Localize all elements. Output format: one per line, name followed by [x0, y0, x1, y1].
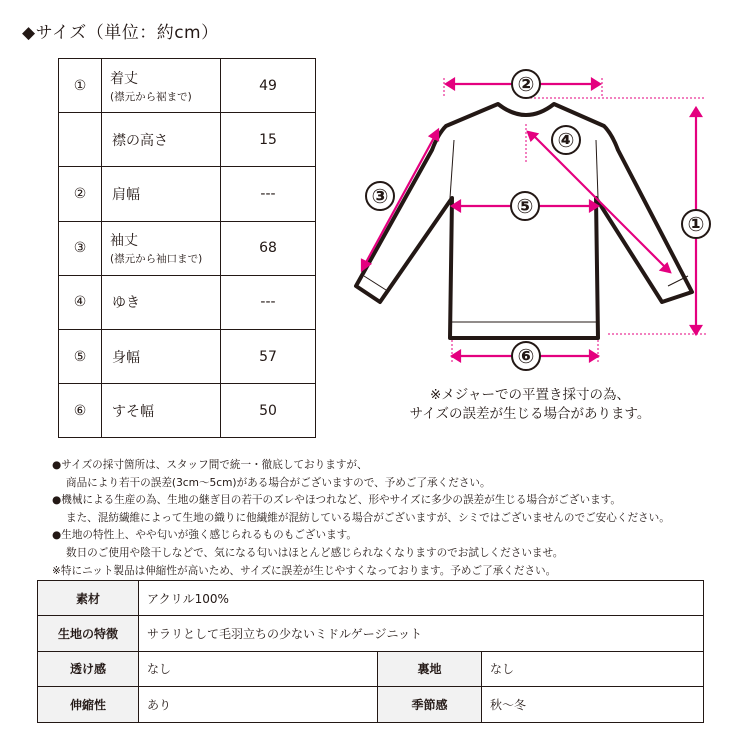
season-value: 秋〜冬 — [482, 687, 704, 722]
size-row — [59, 329, 316, 383]
marker-1: ① — [687, 212, 705, 236]
size-row-number — [59, 113, 102, 167]
lining-value: なし — [482, 651, 704, 686]
size-label-sub: (襟元から袖口まで) — [110, 253, 203, 266]
size-row-value: 15 — [221, 113, 316, 167]
size-row-label — [102, 59, 221, 113]
size-row-number: ④ — [59, 275, 102, 329]
sheer-value: なし — [139, 651, 378, 686]
marker-3: ③ — [371, 184, 389, 208]
note-line: また、混紡繊維によって生地の織りに他繊維が混紡している場合がございますが、シミではございませんのでご安心ください。 — [66, 511, 670, 524]
notes-block — [52, 457, 670, 580]
size-row — [59, 384, 316, 438]
size-row-number: ⑤ — [59, 329, 102, 383]
size-label-main: すそ幅 — [112, 403, 154, 420]
figure-note-line: ※メジャーでの平置き採寸の為、 — [429, 387, 631, 403]
size-row — [59, 167, 316, 221]
garment-diagram — [350, 64, 720, 374]
size-row-value: --- — [221, 275, 316, 329]
marker-5: ⑤ — [516, 194, 534, 218]
size-row-label — [102, 275, 221, 329]
size-table — [58, 58, 316, 438]
garment-body — [356, 104, 692, 338]
note-line: ●サイズの採寸箇所は、スタッフ間で統一・徹底しておりますが、 — [52, 459, 368, 471]
feature-label: 生地の特徴 — [38, 616, 139, 651]
size-row — [59, 113, 316, 167]
stretch-value: あり — [139, 687, 378, 722]
spec-row-material — [38, 581, 704, 616]
marker-4: ④ — [557, 128, 575, 152]
size-row-label — [102, 221, 221, 275]
size-label-main: 肩幅 — [112, 186, 140, 203]
size-row-number: ⑥ — [59, 384, 102, 438]
feature-value: サラリとして毛羽立ちの少ないミドルゲージニット — [139, 616, 704, 651]
size-label-main: 袖丈 — [110, 233, 138, 250]
sheer-label: 透け感 — [38, 651, 139, 686]
size-row-value: --- — [221, 167, 316, 221]
note-line: ※特にニット製品は伸縮性が高いため、サイズに誤差が生じやすくなっております。予めご了承ください。 — [52, 564, 557, 577]
marker-6: ⑥ — [517, 344, 535, 368]
size-row-value: 68 — [221, 221, 316, 275]
material-label: 素材 — [38, 581, 139, 616]
size-row-number: ② — [59, 167, 102, 221]
note-line: ●機械による生産の為、生地の継ぎ目の若干のズレやほつれなど、形やサイズに多少の誤差が生じる場合がございます。 — [52, 494, 622, 507]
size-row-label — [102, 167, 221, 221]
size-label-sub: (襟元から裾まで) — [110, 90, 192, 103]
size-row-number: ① — [59, 59, 102, 113]
note-line: 数日のご使用や陰干しなどで、気になる匂いはほとんど感じられなくなりますのでお試しくださいませ。 — [66, 546, 564, 559]
size-row-value: 50 — [221, 384, 316, 438]
size-label-main: 襟の高さ — [112, 132, 168, 149]
figure-note-line: サイズの誤差が生じる場合があります。 — [409, 406, 651, 422]
size-row-label — [102, 113, 221, 167]
note-line: 商品により若干の誤差(3cm〜5cm)がある場合がございますので、予めご了承ください。 — [66, 476, 491, 489]
size-row-label — [102, 384, 221, 438]
size-label-main: 着丈 — [110, 70, 138, 87]
marker-2: ② — [517, 72, 535, 96]
size-label-main: 身幅 — [112, 349, 140, 366]
material-value: アクリル100% — [139, 581, 704, 616]
size-row — [59, 275, 316, 329]
size-row — [59, 221, 316, 275]
spec-table — [37, 580, 704, 723]
note-line: ●生地の特性上、やや匂いが強く感じられるものもございます。 — [52, 529, 358, 542]
size-row-value: 49 — [221, 59, 316, 113]
size-row-number: ③ — [59, 221, 102, 275]
size-row-value: 57 — [221, 329, 316, 383]
figure-note — [380, 386, 680, 424]
size-row — [59, 59, 316, 113]
stretch-label: 伸縮性 — [38, 687, 139, 722]
size-label-main: ゆき — [112, 295, 140, 312]
lining-label: 裏地 — [378, 651, 482, 686]
season-label: 季節感 — [378, 687, 482, 722]
spec-row-feature — [38, 616, 704, 651]
size-row-label — [102, 329, 221, 383]
spec-row-sheer — [38, 651, 704, 686]
page-title: ◆サイズ（単位：約cm） — [22, 23, 219, 43]
spec-row-stretch — [38, 687, 704, 722]
